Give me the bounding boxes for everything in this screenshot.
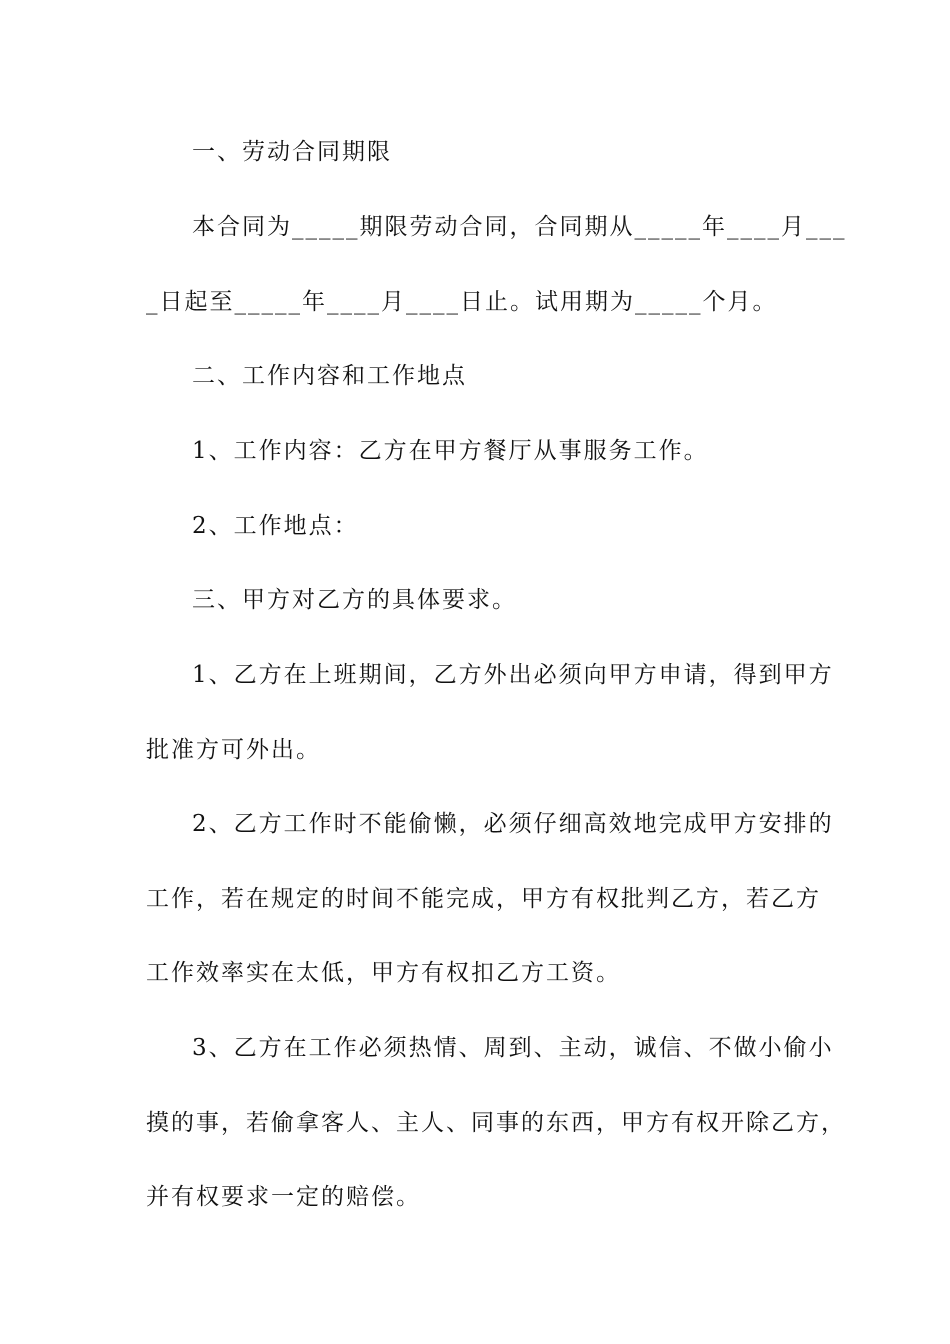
paragraph-line: _日起至_____年____月____日止。试用期为_____个月。 [146, 289, 778, 315]
paragraph-line: 本合同为_____期限劳动合同，合同期从_____年____月___ [192, 214, 847, 240]
paragraph-line: 工作，若在规定的时间不能完成，甲方有权批判乙方，若乙方 [146, 886, 821, 912]
paragraph-line: 2、乙方工作时不能偷懒，必须仔细高效地完成甲方安排的 [192, 811, 834, 837]
section-heading-contract-term: 一、劳动合同期限 [192, 139, 392, 165]
section-heading-requirements: 三、甲方对乙方的具体要求。 [192, 587, 517, 613]
paragraph-line: 1、乙方在上班期间，乙方外出必须向甲方申请，得到甲方 [192, 662, 834, 688]
paragraph-line: 工作效率实在太低，甲方有权扣乙方工资。 [146, 960, 621, 986]
paragraph-line: 并有权要求一定的赔偿。 [146, 1184, 421, 1210]
paragraph-line: 1、工作内容：乙方在甲方餐厅从事服务工作。 [192, 438, 709, 464]
paragraph-line: 3、乙方在工作必须热情、周到、主动，诚信、不做小偷小 [192, 1035, 834, 1061]
paragraph-line: 摸的事，若偷拿客人、主人、同事的东西，甲方有权开除乙方， [146, 1110, 846, 1136]
paragraph-line: 批准方可外出。 [146, 737, 321, 763]
section-heading-work-content: 二、工作内容和工作地点 [192, 363, 467, 389]
paragraph-line: 2、工作地点： [192, 513, 359, 539]
